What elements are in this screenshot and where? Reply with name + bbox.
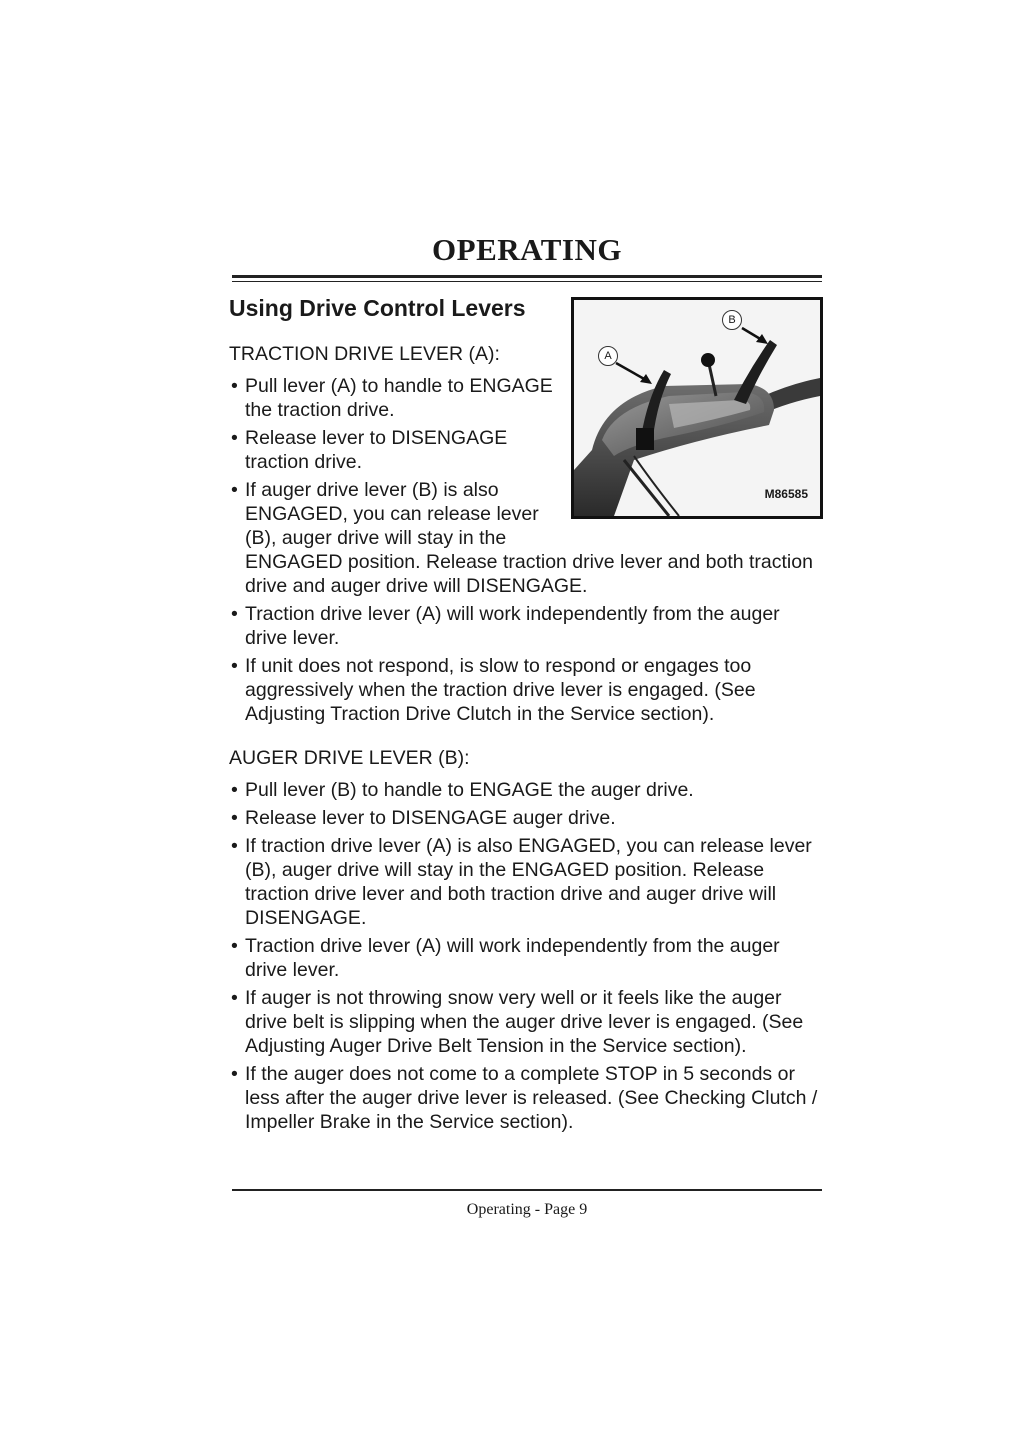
figure-code: M86585 bbox=[764, 487, 808, 501]
auger-lever-list bbox=[229, 778, 823, 1134]
callout-a: A bbox=[598, 346, 618, 366]
header-rule-thick bbox=[232, 275, 822, 278]
page-content bbox=[229, 292, 823, 1138]
list-item: • If traction drive lever (A) is also ENGAGED, you can release lever (B), auger drive will stay in the ENGAGED position. Release traction drive lever and both traction drive and auger drive will DISENGAGE. bbox=[229, 834, 823, 930]
page-footer: Operating - Page 9 bbox=[466, 1201, 588, 1218]
section-heading: Using Drive Control Levers bbox=[229, 295, 526, 321]
list-item: • Release lever to DISENGAGE auger drive. bbox=[229, 806, 823, 830]
traction-lever-list bbox=[229, 374, 823, 726]
page-title: OPERATING bbox=[432, 232, 622, 267]
list-item: • Pull lever (B) to handle to ENGAGE the auger drive. bbox=[229, 778, 823, 802]
list-item: • If unit does not respond, is slow to respond or engages too aggressively when the traction drive lever is engaged. (See Adjusting Traction Drive Clutch in the Service section). bbox=[229, 654, 823, 726]
traction-lever-heading: TRACTION DRIVE LEVER (A): bbox=[229, 343, 500, 365]
list-item: • Release lever to DISENGAGE traction drive. bbox=[229, 426, 823, 474]
header-rule-thin bbox=[232, 281, 822, 282]
callout-b: B bbox=[722, 310, 742, 330]
list-item: • If auger is not throwing snow very well or it feels like the auger drive belt is slipping when the auger drive lever is engaged. (See Adjusting Auger Drive Belt Tension in the Service section). bbox=[229, 986, 823, 1058]
list-item: • Traction drive lever (A) will work independently from the auger drive lever. bbox=[229, 602, 823, 650]
list-item: • Pull lever (A) to handle to ENGAGE the traction drive. bbox=[229, 374, 823, 422]
list-item: • Traction drive lever (A) will work independently from the auger drive lever. bbox=[229, 934, 823, 982]
list-item: • If auger drive lever (B) is also ENGAGED, you can release lever (B), auger drive will stay in the ENGAGED position. Release traction drive lever and both traction drive and auger drive will DISENGAGE. bbox=[229, 478, 823, 598]
footer-rule bbox=[232, 1189, 822, 1191]
auger-lever-heading: AUGER DRIVE LEVER (B): bbox=[229, 747, 470, 769]
list-item: • If the auger does not come to a complete STOP in 5 seconds or less after the auger drive lever is released. (See Checking Clutch / Impeller Brake in the Service section). bbox=[229, 1062, 823, 1134]
